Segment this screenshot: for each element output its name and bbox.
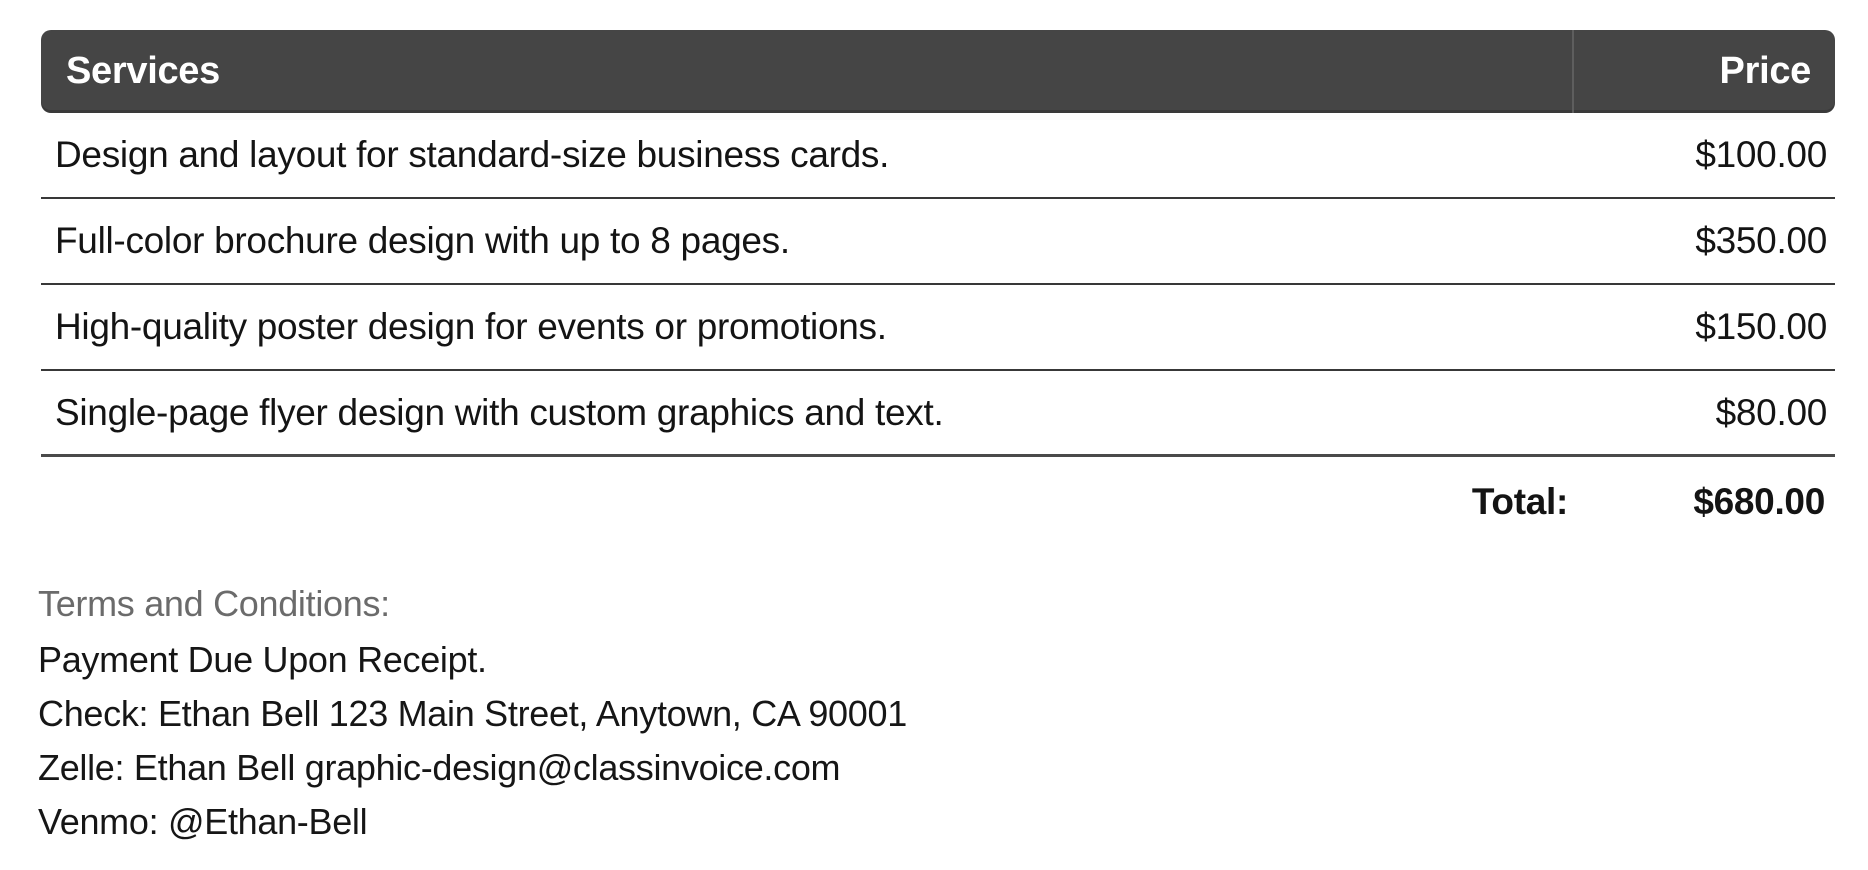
total-row [41, 457, 1835, 546]
terms-heading: Terms and Conditions: [38, 583, 390, 624]
services-table [41, 30, 1835, 546]
terms-section [38, 577, 1832, 849]
table-row [41, 113, 1835, 199]
service-price: $80.00 [1715, 391, 1827, 433]
service-description: Design and layout for standard-size business cards. [55, 134, 890, 175]
service-price: $100.00 [1695, 134, 1827, 175]
service-description: Full-color brochure design with up to 8 pages. [55, 220, 790, 261]
table-row [41, 285, 1835, 371]
terms-lines [38, 633, 1832, 849]
terms-line: Zelle: Ethan Bell graphic-design@classinvoice.com [38, 747, 841, 788]
table-row [41, 371, 1835, 457]
terms-line: Venmo: @Ethan-Bell [38, 801, 368, 842]
column-header-services: Services [41, 30, 1574, 113]
service-price: $150.00 [1695, 306, 1827, 347]
column-header-price: Price [1719, 50, 1811, 92]
service-description: Single-page flyer design with custom graphics and text. [55, 391, 944, 433]
terms-line: Check: Ethan Bell 123 Main Street, Anytown, CA 90001 [38, 693, 907, 734]
total-label: Total: [1471, 480, 1568, 522]
table-body [41, 113, 1835, 457]
service-description: High-quality poster design for events or promotions. [55, 306, 887, 347]
terms-line: Payment Due Upon Receipt. [38, 639, 487, 680]
table-row [41, 199, 1835, 285]
total-value: $680.00 [1693, 480, 1825, 522]
service-price: $350.00 [1695, 220, 1827, 261]
table-header-row [41, 30, 1835, 113]
